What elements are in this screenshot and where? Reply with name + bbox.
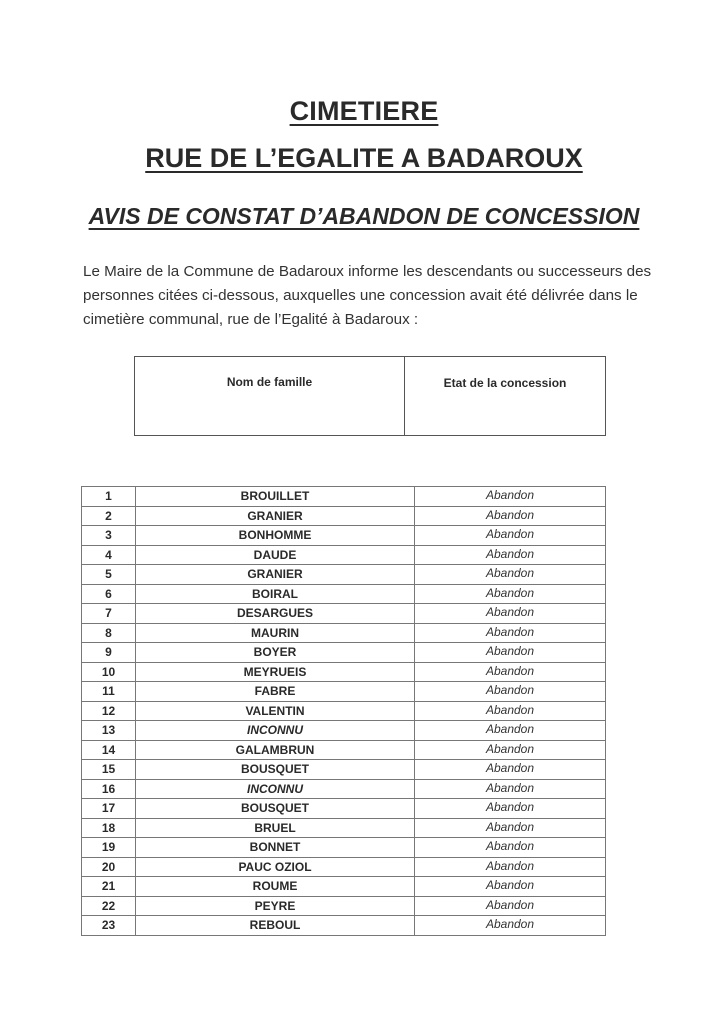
row-number: 8 [82, 623, 136, 643]
family-name-cell: BONNET [136, 838, 415, 858]
concession-table-body [82, 487, 606, 936]
column-header-table [134, 356, 606, 436]
row-number: 2 [82, 506, 136, 526]
concession-state-cell: Abandon [415, 818, 606, 838]
concession-state-cell: Abandon [415, 896, 606, 916]
table-row [82, 643, 606, 663]
row-number: 12 [82, 701, 136, 721]
family-name-cell: BOIRAL [136, 584, 415, 604]
table-row [82, 506, 606, 526]
family-name-cell: PEYRE [136, 896, 415, 916]
family-name-cell: MEYRUEIS [136, 662, 415, 682]
row-number: 13 [82, 721, 136, 741]
concession-state-cell: Abandon [415, 877, 606, 897]
row-number: 19 [82, 838, 136, 858]
row-number: 1 [82, 487, 136, 507]
concession-state-cell: Abandon [415, 740, 606, 760]
row-number: 21 [82, 877, 136, 897]
row-number: 17 [82, 799, 136, 819]
family-name-cell: DESARGUES [136, 604, 415, 624]
family-name-cell: BOYER [136, 643, 415, 663]
family-name-cell: MAURIN [136, 623, 415, 643]
title-line-1: CIMETIERE [289, 96, 439, 126]
row-number: 20 [82, 857, 136, 877]
row-number: 4 [82, 545, 136, 565]
table-row [82, 526, 606, 546]
subtitle-text: AVIS DE CONSTAT D’ABANDON DE CONCESSION [88, 203, 640, 229]
concession-state-cell: Abandon [415, 584, 606, 604]
family-name-cell: BOUSQUET [136, 799, 415, 819]
table-row [82, 877, 606, 897]
concession-state-cell: Abandon [415, 604, 606, 624]
header-family-name: Nom de famille [135, 357, 405, 435]
table-row [82, 565, 606, 585]
concession-state-cell: Abandon [415, 487, 606, 507]
row-number: 5 [82, 565, 136, 585]
table-row [82, 682, 606, 702]
family-name-cell: BROUILLET [136, 487, 415, 507]
concession-state-cell: Abandon [415, 545, 606, 565]
concession-state-cell: Abandon [415, 721, 606, 741]
concession-state-cell: Abandon [415, 565, 606, 585]
row-number: 7 [82, 604, 136, 624]
table-row [82, 721, 606, 741]
concession-state-cell: Abandon [415, 623, 606, 643]
family-name-cell: GALAMBRUN [136, 740, 415, 760]
concession-state-cell: Abandon [415, 526, 606, 546]
concession-state-cell: Abandon [415, 506, 606, 526]
page-title [0, 96, 728, 127]
concession-state-cell: Abandon [415, 779, 606, 799]
table-row [82, 838, 606, 858]
header-concession-state: Etat de la concession [443, 376, 567, 390]
family-name-cell: DAUDE [136, 545, 415, 565]
table-row [82, 545, 606, 565]
family-name-cell: GRANIER [136, 506, 415, 526]
family-name-cell: VALENTIN [136, 701, 415, 721]
table-row [82, 584, 606, 604]
table-row [82, 623, 606, 643]
family-name-cell: PAUC OZIOL [136, 857, 415, 877]
concession-state-cell: Abandon [415, 701, 606, 721]
row-number: 9 [82, 643, 136, 663]
row-number: 18 [82, 818, 136, 838]
notice-subtitle [0, 203, 728, 230]
table-row [82, 857, 606, 877]
concession-state-cell: Abandon [415, 662, 606, 682]
row-number: 14 [82, 740, 136, 760]
family-name-cell: BONHOMME [136, 526, 415, 546]
row-number: 23 [82, 916, 136, 936]
intro-paragraph: Le Maire de la Commune de Badaroux informe les descendants ou successeurs des personnes citées ci-dessous, auxquelles une concession avait été délivrée dans le cimetière communal, rue de l’Egalité à Badaroux : [83, 263, 652, 328]
table-row [82, 779, 606, 799]
row-number: 16 [82, 779, 136, 799]
row-number: 10 [82, 662, 136, 682]
table-row [82, 740, 606, 760]
table-row [82, 701, 606, 721]
family-name-cell: FABRE [136, 682, 415, 702]
concession-state-cell: Abandon [415, 838, 606, 858]
concession-table [81, 486, 606, 936]
family-name-cell: GRANIER [136, 565, 415, 585]
table-row [82, 896, 606, 916]
concession-state-cell: Abandon [415, 916, 606, 936]
concession-state-cell: Abandon [415, 799, 606, 819]
table-row [82, 760, 606, 780]
family-name-cell: ROUME [136, 877, 415, 897]
table-row [82, 662, 606, 682]
concession-state-cell: Abandon [415, 643, 606, 663]
title-line-2: RUE DE L’EGALITE A BADAROUX [145, 143, 583, 173]
table-row [82, 604, 606, 624]
concession-state-cell: Abandon [415, 857, 606, 877]
family-name-cell: INCONNU [136, 779, 415, 799]
row-number: 15 [82, 760, 136, 780]
concession-state-cell: Abandon [415, 682, 606, 702]
table-row [82, 799, 606, 819]
page-title-address [0, 143, 728, 174]
row-number: 11 [82, 682, 136, 702]
row-number: 6 [82, 584, 136, 604]
table-row [82, 916, 606, 936]
row-number: 22 [82, 896, 136, 916]
row-number: 3 [82, 526, 136, 546]
family-name-cell: BOUSQUET [136, 760, 415, 780]
family-name-cell: REBOUL [136, 916, 415, 936]
table-row [82, 818, 606, 838]
table-row [82, 487, 606, 507]
family-name-cell: INCONNU [136, 721, 415, 741]
concession-state-cell: Abandon [415, 760, 606, 780]
family-name-cell: BRUEL [136, 818, 415, 838]
